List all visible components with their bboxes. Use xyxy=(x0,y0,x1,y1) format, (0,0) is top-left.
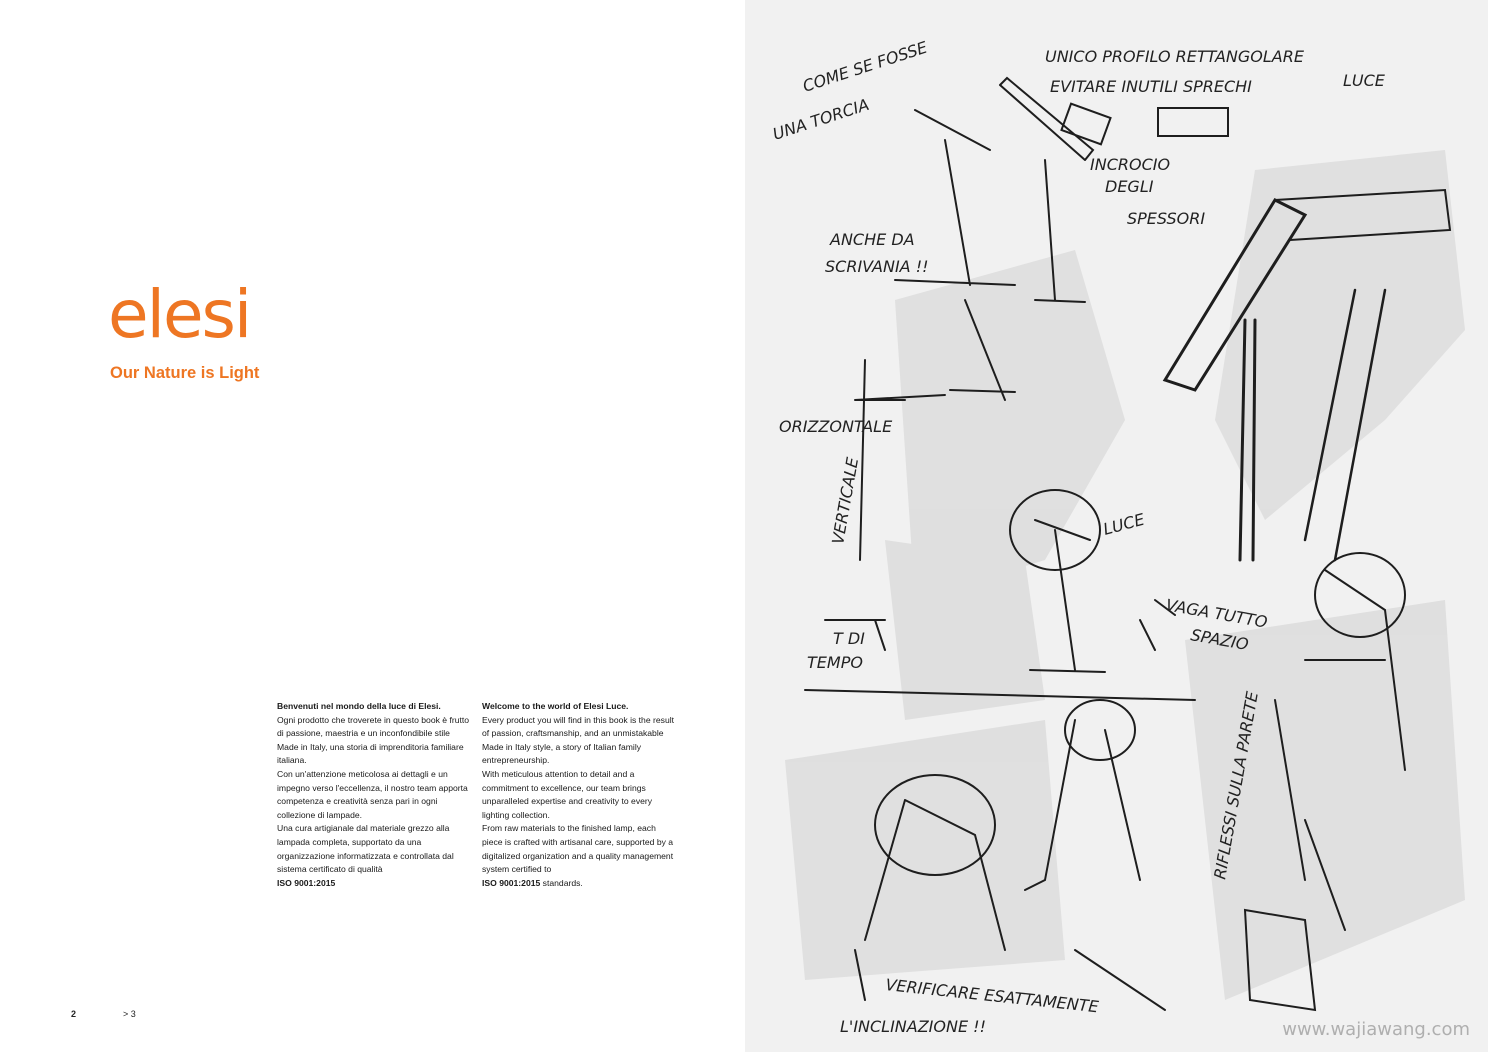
note-tempo: TEMPO xyxy=(807,653,863,672)
sketch-page xyxy=(745,0,1488,1052)
intro-en-p3: From raw materials to the finished lamp, each piece is crafted with artisanal care, supported by a digitalized organization and a quality management system certified to xyxy=(482,823,674,875)
page-number: 2 xyxy=(71,1009,77,1019)
note-una-torcia: UNA TORCIA xyxy=(770,94,872,144)
tagline: Our Nature is Light xyxy=(110,364,260,382)
intro-en-iso: ISO 9001:2015 xyxy=(482,877,541,888)
intro-it-p3: Una cura artigianale dal materiale grezzo alla lampada completa, supportato da una organizzazione informatizzata e controllata dal sistema certificato di qualità xyxy=(277,823,454,875)
note-luce-mid: LUCE xyxy=(1101,509,1147,539)
intro-en-tail: standards. xyxy=(540,877,583,888)
next-page-link[interactable]: > 3 xyxy=(123,1009,136,1019)
note-come-se-fosse: COME SE FOSSE xyxy=(800,37,930,96)
note-scrivania: SCRIVANIA !! xyxy=(825,257,929,276)
note-verificare: VERIFICARE ESATTAMENTE xyxy=(884,975,1100,1017)
note-t-di: T DI xyxy=(833,629,865,648)
intro-it-p2: Con un'attenzione meticolosa ai dettagli e un impegno verso l'eccellenza, il nostro team apporta competenza e creatività senza pari in ogni collezione di lampade. xyxy=(277,768,468,820)
intro-it-lead: Benvenuti nel mondo della luce di Elesi. xyxy=(277,701,441,711)
note-riflessi-parete: RIFLESSI SULLA PARETE xyxy=(1210,690,1262,881)
note-spazio: SPAZIO xyxy=(1189,625,1250,655)
note-spessori: SPESSORI xyxy=(1127,209,1206,228)
intro-it-iso: ISO 9001:2015 xyxy=(277,877,336,888)
elesi-logo xyxy=(108,276,260,382)
watermark: www.wajiawang.com xyxy=(1282,1019,1470,1040)
intro-en-iso-line xyxy=(482,877,677,891)
intro-en-lead: Welcome to the world of Elesi Luce. xyxy=(482,701,629,711)
note-degli: DEGLI xyxy=(1105,177,1154,196)
intro-english xyxy=(482,700,677,890)
intro-it-p1: Ogni prodotto che troverete in questo book è frutto di passione, maestria e un inconfondibile stile Made in Italy, una storia di imprenditoria familiare italiana. xyxy=(277,714,470,766)
note-evitare-sprechi: EVITARE INUTILI SPRECHI xyxy=(1050,77,1252,96)
note-verticale: VERTICALE xyxy=(828,455,863,546)
intro-italian xyxy=(277,700,472,890)
lamp-sketch-drawing xyxy=(745,0,1488,1052)
note-unico-profilo: UNICO PROFILO RETTANGOLARE xyxy=(1045,47,1304,66)
intro-en-p1: Every product you will find in this book is the result of passion, craftsmanship, and an unmistakable Made in Italy style, a story of Italian family entrepreneurship. xyxy=(482,714,675,766)
sketch-shading xyxy=(785,150,1465,1000)
note-vaga-tutto: VAGA TUTTO xyxy=(1164,595,1269,632)
note-luce-top: LUCE xyxy=(1343,71,1385,90)
note-anche-da: ANCHE DA xyxy=(830,230,915,249)
note-inclinazione: L'INCLINAZIONE !! xyxy=(840,1017,986,1036)
intro-en-p2: With meticulous attention to detail and a commitment to excellence, our team brings unparalleled expertise and creativity to every lighting collection. xyxy=(482,768,653,820)
logo-wordmark: elesi xyxy=(108,276,251,353)
note-incrocio: INCROCIO xyxy=(1090,155,1171,174)
note-orizzontale: ORIZZONTALE xyxy=(779,417,893,436)
